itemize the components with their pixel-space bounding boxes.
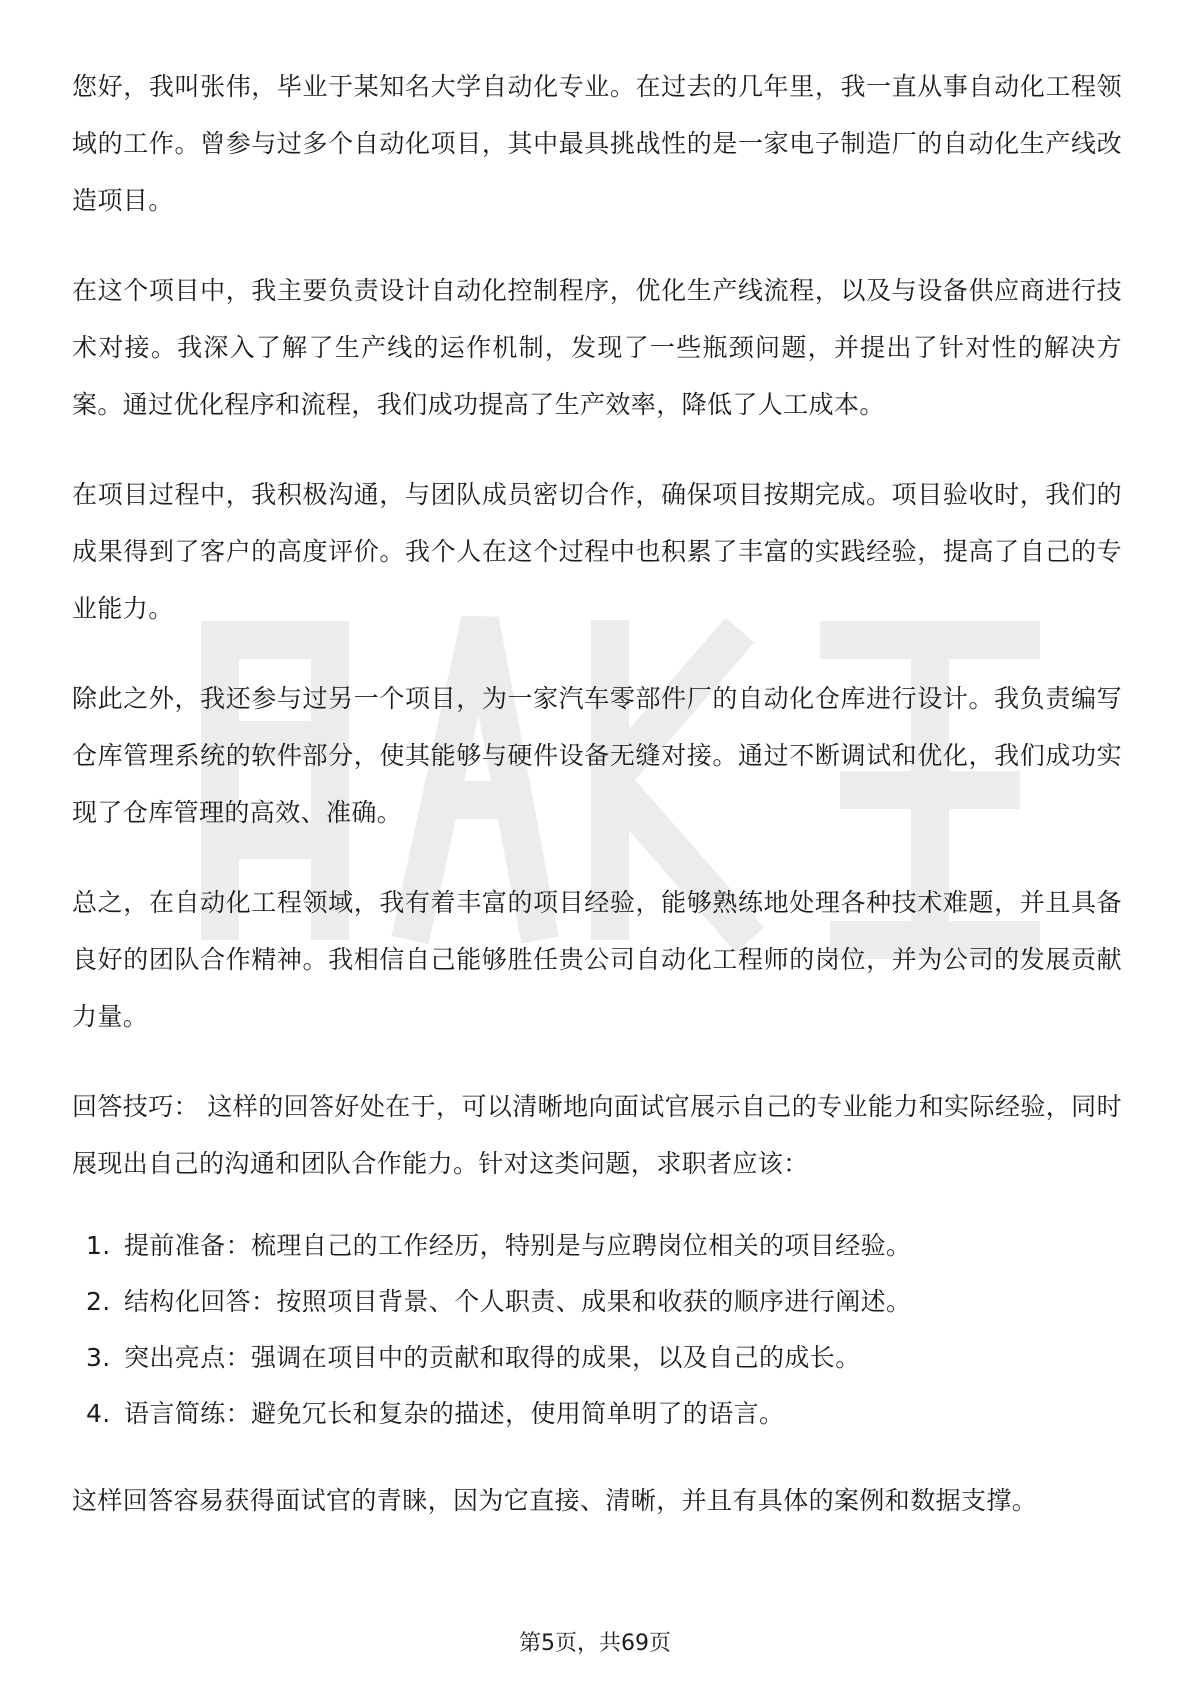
list-item (72, 1386, 1122, 1442)
document-body (72, 58, 1122, 1562)
list-item-text: 突出亮点：强调在项目中的贡献和取得的成果，以及自己的成长。 (124, 1343, 861, 1372)
list-item (72, 1274, 1122, 1330)
list-item-number: 4. (86, 1399, 111, 1428)
page-number: 第5页，共69页 (519, 1631, 671, 1656)
paragraph-second-project: 除此之外，我还参与过另一个项目，为一家汽车零部件厂的自动化仓库进行设计。我负责编写仓库管理系统的软件部分，使其能够与硬件设备无缝对接。通过不断调试和优化，我们成功实现了仓库管理的高效、准确。 (72, 684, 1122, 827)
paragraph-intro: 您好，我叫张伟，毕业于某知名大学自动化专业。在过去的几年里，我一直从事自动化工程领域的工作。曾参与过多个自动化项目，其中最具挑战性的是一家电子制造厂的自动化生产线改造项目。 (72, 72, 1122, 215)
paragraph-closing: 这样回答容易获得面试官的青睐，因为它直接、清晰，并且有具体的案例和数据支撑。 (72, 1486, 1038, 1515)
answer-tips-intro: 回答技巧： 这样的回答好处在于，可以清晰地向面试官展示自己的专业能力和实际经验，同时展现出自己的沟通和团队合作能力。针对这类问题，求职者应该： (72, 1092, 1122, 1178)
paragraph-summary: 总之，在自动化工程领域，我有着丰富的项目经验，能够熟练地处理各种技术难题，并且具备良好的团队合作精神。我相信自己能够胜任贵公司自动化工程师的岗位，并为公司的发展贡献力量。 (72, 888, 1122, 1031)
list-item-number: 1. (86, 1231, 111, 1260)
list-item-text: 结构化回答：按照项目背景、个人职责、成果和收获的顺序进行阐述。 (124, 1287, 912, 1316)
tips-list (72, 1218, 1122, 1442)
list-item-text: 语言简练：避免冗长和复杂的描述，使用简单明了的语言。 (124, 1399, 785, 1428)
list-item (72, 1218, 1122, 1274)
list-item-text: 提前准备：梳理自己的工作经历，特别是与应聘岗位相关的项目经验。 (124, 1231, 912, 1260)
list-item (72, 1330, 1122, 1386)
paragraph-project-role: 在这个项目中，我主要负责设计自动化控制程序，优化生产线流程，以及与设备供应商进行技术对接。我深入了解了生产线的运作机制，发现了一些瓶颈问题，并提出了针对性的解决方案。通过优化程序和流程，我们成功提高了生产效率，降低了人工成本。 (72, 276, 1122, 419)
paragraph-teamwork: 在项目过程中，我积极沟通，与团队成员密切合作，确保项目按期完成。项目验收时，我们的成果得到了客户的高度评价。我个人在这个过程中也积累了丰富的实践经验，提高了自己的专业能力。 (72, 480, 1122, 623)
list-item-number: 3. (86, 1343, 111, 1372)
list-item-number: 2. (86, 1287, 111, 1316)
